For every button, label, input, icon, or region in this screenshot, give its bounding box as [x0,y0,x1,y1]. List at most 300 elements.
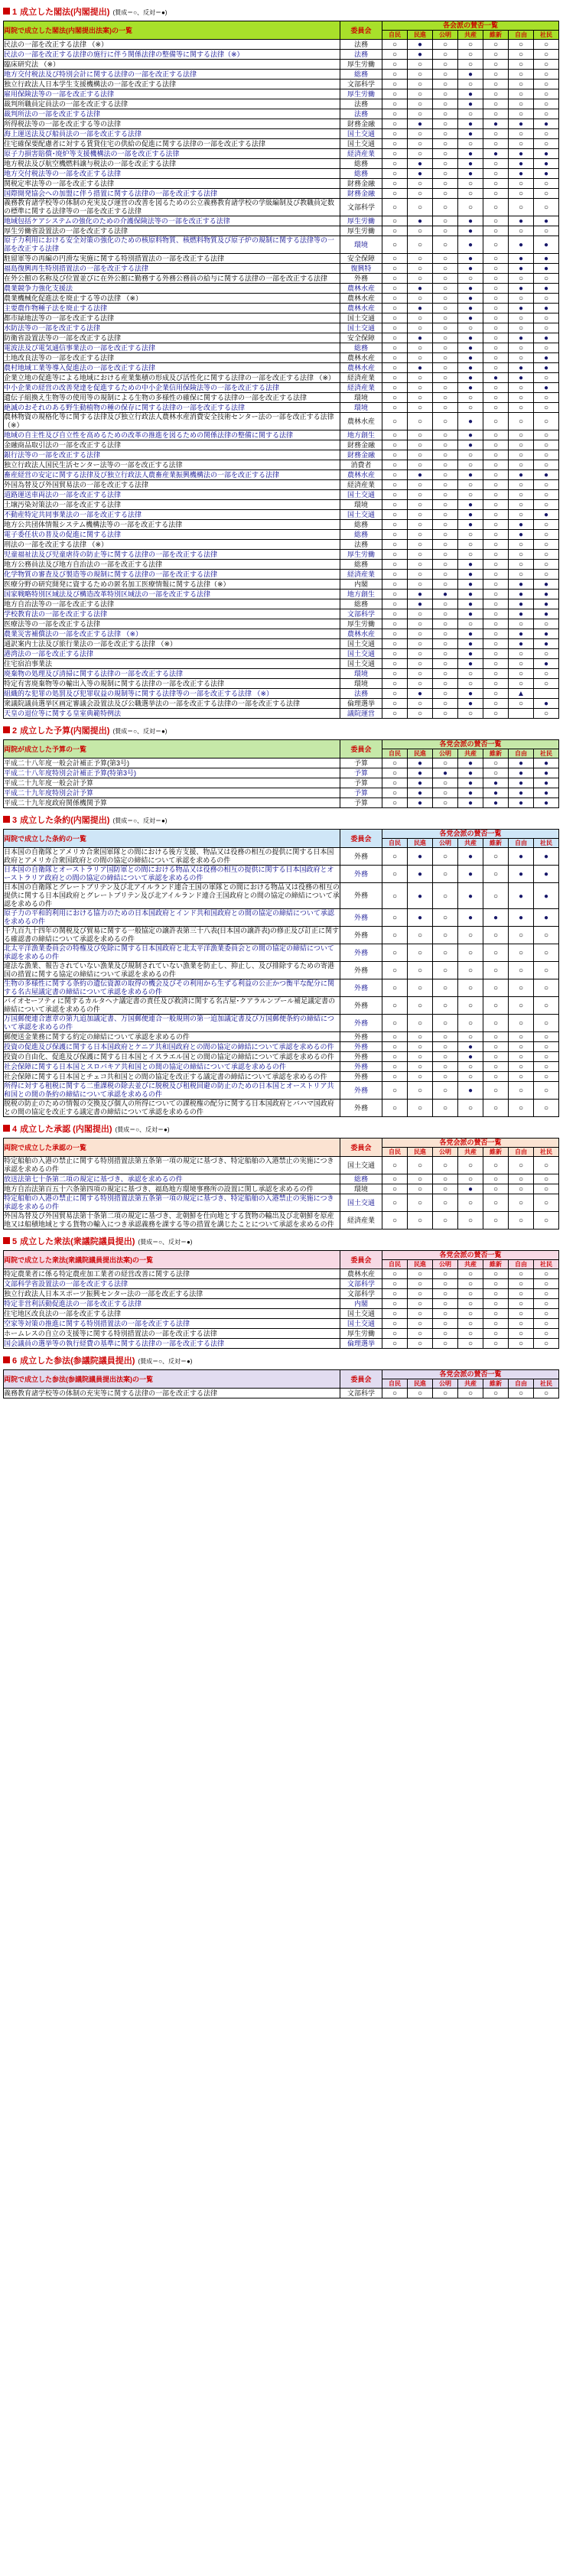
table-row [4,709,559,719]
vote-no-mark: ● [544,640,549,648]
vote-cell-民進 [408,236,433,254]
vote-yes-mark: ○ [417,314,423,323]
vote-cell-自由 [509,99,534,109]
vote-yes-mark: ○ [467,670,474,678]
vote-cell-公明 [433,1309,458,1319]
vote-cell-公明 [433,199,458,216]
vote-yes-mark: ○ [544,130,549,138]
vote-yes-mark: ○ [417,1310,423,1318]
vote-yes-mark: ○ [467,1019,474,1028]
vote-cell-自民 [382,333,408,343]
vote-cell-民進 [408,139,433,149]
vote-cell-自民 [382,540,408,550]
vote-no-mark: ● [518,580,524,589]
committee-name: 経済産業 [340,1212,382,1230]
vote-no-mark: ● [467,217,474,226]
vote-yes-mark: ○ [467,1300,474,1308]
section-heading-2 [3,724,563,736]
table-row [4,80,559,89]
bill-name: 通訳案内士法及び旅行業法の一部を改正する法律 （※） [4,639,340,649]
vote-cell-維新 [483,353,509,363]
committee-name: 国土交通 [340,639,382,649]
vote-yes-mark: ○ [442,451,448,460]
vote-yes-mark: ○ [493,274,499,283]
vote-cell-社民 [534,460,559,470]
vote-cell-社民 [534,169,559,179]
vote-yes-mark: ○ [493,1063,499,1071]
bill-name: 日本国の自衛隊とアメリカ合衆国軍隊との間における後方支援、物品又は役務の相互の提供に関する日本国政府とアメリカ合衆国政府との間の協定の締結について承認を求めるの件 [4,848,340,866]
vote-cell-自民 [382,669,408,679]
vote-cell-社民 [534,199,559,216]
vote-cell-社民 [534,440,559,450]
vote-yes-mark: ○ [392,1073,398,1081]
committee-name: 農林水産 [340,304,382,313]
vote-yes-mark: ○ [493,650,499,658]
vote-yes-mark: ○ [392,570,398,579]
committee-header: 委員会 [340,830,382,848]
vote-cell-公明 [433,1174,458,1184]
vote-cell-民進 [408,1319,433,1329]
vote-yes-mark: ○ [442,471,448,479]
bill-name: 平成二十九年度特別会計予算 [4,788,340,798]
vote-yes-mark: ○ [493,344,499,352]
vote-cell-共産 [458,1194,483,1212]
committee-name: 環境 [340,236,382,254]
vote-cell-民進 [408,1212,433,1230]
vote-cell-自由 [509,709,534,719]
vote-cell-公明 [433,997,458,1015]
vote-yes-mark: ○ [518,441,524,450]
vote-cell-共産 [458,304,483,313]
vote-yes-mark: ○ [518,140,524,148]
vote-cell-維新 [483,619,509,629]
vote-yes-mark: ○ [544,180,549,188]
vote-cell-共産 [458,383,483,393]
bill-name: 裁判所法の一部を改正する法律 [4,109,340,119]
vote-yes-mark: ○ [493,394,499,402]
vote-cell-自民 [382,470,408,480]
vote-cell-社民 [534,129,559,139]
vote-no-mark: ● [417,789,423,797]
vote-no-mark: ● [544,590,549,599]
vote-cell-自民 [382,460,408,470]
vote-no-mark: ● [544,580,549,589]
vote-cell-自民 [382,1072,408,1082]
vote-yes-mark: ○ [392,931,398,940]
vote-cell-社民 [534,363,559,373]
committee-name: 予算 [340,768,382,778]
table-row [4,373,559,383]
vote-cell-維新 [483,1052,509,1062]
bill-name: 脱税の防止のための情報の交換及び個人の所得についての課税権の配分に関する日本国政府とバハマ国政府との間の協定を改正する議定書の締結について承認を求めるの件 [4,1100,340,1117]
vote-cell-自由 [509,70,534,80]
vote-yes-mark: ○ [442,441,448,450]
vote-yes-mark: ○ [544,1002,549,1010]
vote-yes-mark: ○ [392,1185,398,1194]
vote-yes-mark: ○ [518,227,524,236]
bill-name: 平成二十九年度一般会計予算 [4,778,340,788]
vote-cell-社民 [534,590,559,599]
vote-yes-mark: ○ [493,334,499,343]
vote-cell-自民 [382,759,408,768]
vote-no-mark: ● [544,700,549,708]
vote-cell-自由 [509,1194,534,1212]
vote-no-mark: ● [544,759,549,768]
vote-cell-公明 [433,430,458,440]
vote-yes-mark: ○ [493,630,499,638]
vote-yes-mark: ○ [442,759,448,768]
vote-yes-mark: ○ [417,80,423,89]
section-legend: (賛成＝○、反対＝●) [138,1239,193,1246]
vote-cell-共産 [458,768,483,778]
table-row [4,413,559,430]
vote-cell-自由 [509,639,534,649]
vote-yes-mark: ○ [467,1280,474,1288]
vote-cell-自由 [509,304,534,313]
vote-yes-mark: ○ [544,431,549,440]
bill-name: 外国為替及び外国貿易法第十条第二項の規定に基づき、北朝鮮を仕向地とする貨物の輸出及び北朝鮮を原産地又は船積地域とする貨物の輸入につき承認義務を課する等の措置を講じたことについて承認を求めるの件 [4,1212,340,1230]
vote-yes-mark: ○ [392,461,398,469]
vote-cell-民進 [408,788,433,798]
vote-cell-共産 [458,1329,483,1339]
vote-cell-共産 [458,689,483,699]
table-row [4,699,559,709]
vote-yes-mark: ○ [544,190,549,198]
vote-cell-維新 [483,788,509,798]
vote-cell-自民 [382,89,408,99]
bill-name: 社会保障に関する日本国とスロバキア共和国との間の協定の締結について承認を求めるの件 [4,1062,340,1072]
vote-cell-共産 [458,430,483,440]
vote-cell-自民 [382,490,408,500]
vote-cell-自由 [509,1062,534,1072]
vote-yes-mark: ○ [417,1199,423,1207]
vote-yes-mark: ○ [417,560,423,569]
vote-cell-共産 [458,798,483,808]
vote-yes-mark: ○ [544,680,549,688]
table-header-row-top [4,1139,559,1148]
vote-cell-公明 [433,1194,458,1212]
vote-cell-民進 [408,373,433,383]
vote-yes-mark: ○ [467,274,474,283]
bill-name: 農林物資の規格化等に関する法律及び独立行政法人農林水産消費安全技術センター法の一部を改正する法律 （※） [4,413,340,430]
vote-yes-mark: ○ [442,1340,448,1348]
party-header-自由: 自由 [509,1260,534,1269]
table-row [4,848,559,866]
table-row [4,883,559,909]
vote-yes-mark: ○ [442,966,448,975]
vote-no-mark: ● [493,120,499,128]
vote-yes-mark: ○ [392,670,398,678]
vote-yes-mark: ○ [493,451,499,460]
vote-yes-mark: ○ [493,1033,499,1041]
vote-yes-mark: ○ [392,501,398,509]
vote-yes-mark: ○ [544,461,549,469]
vote-cell-維新 [483,490,509,500]
vote-yes-mark: ○ [518,404,524,412]
vote-no-mark: ● [518,241,524,249]
vote-yes-mark: ○ [417,241,423,249]
vote-yes-mark: ○ [493,60,499,69]
vote-cell-維新 [483,699,509,709]
vote-cell-共産 [458,1184,483,1194]
vote-yes-mark: ○ [417,431,423,440]
vote-cell-共産 [458,313,483,323]
vote-no-mark: ● [467,570,474,579]
vote-no-mark: ● [518,471,524,479]
section-title: 成立した閣法(内閣提出) [20,8,110,17]
vote-yes-mark: ○ [392,90,398,99]
vote-cell-自民 [382,883,408,909]
vote-cell-自由 [509,689,534,699]
vote-cell-自民 [382,580,408,590]
red-square-icon [3,726,10,733]
group-vote-header: 各会派の賛否一覧 [382,21,559,31]
party-header-自由: 自由 [509,839,534,848]
committee-name: 安全保障 [340,254,382,264]
vote-cell-民進 [408,1279,433,1289]
vote-yes-mark: ○ [493,441,499,450]
vote-yes-mark: ○ [417,570,423,579]
vote-cell-維新 [483,89,509,99]
table-row [4,669,559,679]
vote-cell-民進 [408,1157,433,1174]
vote-cell-自由 [509,883,534,909]
vote-cell-民進 [408,979,433,997]
vote-no-mark: ● [467,344,474,352]
vote-yes-mark: ○ [392,1161,398,1170]
vote-cell-維新 [483,393,509,403]
vote-no-mark: ● [544,630,549,638]
vote-cell-自民 [382,159,408,169]
bill-name: 民法の一部を改正する法律の施行に伴う関係法律の整備等に関する法律（※） [4,50,340,60]
vote-cell-共産 [458,1174,483,1184]
vote-yes-mark: ○ [442,914,448,922]
vote-cell-維新 [483,139,509,149]
vote-yes-mark: ○ [518,451,524,460]
vote-yes-mark: ○ [392,1389,398,1398]
vote-no-mark: ● [544,364,549,372]
party-header-公明: 公明 [433,839,458,848]
vote-no-mark: ● [467,700,474,708]
vote-cell-社民 [534,294,559,304]
vote-cell-公明 [433,440,458,450]
party-header-社民: 社民 [534,749,559,759]
vote-cell-共産 [458,609,483,619]
table-row [4,866,559,883]
vote-no-mark: ● [467,384,474,392]
vote-cell-民進 [408,540,433,550]
vote-cell-維新 [483,294,509,304]
vote-yes-mark: ○ [493,1270,499,1278]
vote-cell-社民 [534,609,559,619]
vote-yes-mark: ○ [493,324,499,333]
vote-cell-維新 [483,189,509,199]
vote-cell-自民 [382,639,408,649]
vote-cell-自由 [509,413,534,430]
vote-no-mark: ● [467,560,474,569]
vote-yes-mark: ○ [518,314,524,323]
vote-yes-mark: ○ [544,441,549,450]
vote-cell-社民 [534,149,559,159]
vote-yes-mark: ○ [392,1217,398,1225]
vote-cell-民進 [408,1339,433,1349]
committee-name: 総務 [340,530,382,540]
vote-yes-mark: ○ [493,680,499,688]
vote-yes-mark: ○ [442,284,448,293]
vote-cell-社民 [534,323,559,333]
vote-cell-自民 [382,99,408,109]
vote-cell-維新 [483,520,509,530]
vote-yes-mark: ○ [442,265,448,273]
vote-yes-mark: ○ [392,304,398,313]
vote-cell-自由 [509,236,534,254]
vote-yes-mark: ○ [392,511,398,519]
vote-yes-mark: ○ [442,294,448,303]
committee-name: 総務 [340,159,382,169]
table-row [4,353,559,363]
vote-yes-mark: ○ [392,41,398,49]
vote-yes-mark: ○ [417,1019,423,1028]
vote-no-mark: ● [467,914,474,922]
vote-cell-社民 [534,1319,559,1329]
vote-yes-mark: ○ [392,394,398,402]
vote-yes-mark: ○ [467,620,474,629]
vote-no-mark: ● [518,531,524,539]
vote-no-mark: ● [544,789,549,797]
vote-no-mark: ● [518,590,524,599]
vote-yes-mark: ○ [417,417,423,426]
vote-yes-mark: ○ [518,1280,524,1288]
party-header-社民: 社民 [534,1148,559,1157]
vote-yes-mark: ○ [467,110,474,119]
bill-name: 投資の促進及び保護に関する日本国政府とケニア共和国政府との間の協定の締結について承認を求めるの件 [4,1042,340,1052]
vote-cell-社民 [534,1329,559,1339]
vote-cell-共産 [458,709,483,719]
vote-cell-共産 [458,1269,483,1279]
committee-name: 総務 [340,70,382,80]
vote-yes-mark: ○ [392,255,398,263]
vote-cell-民進 [408,189,433,199]
vote-cell-維新 [483,580,509,590]
vote-cell-民進 [408,1389,433,1398]
list-header: 両院で成立した参法(参議院議員提出法案)の一覧 [4,1370,340,1389]
vote-cell-共産 [458,139,483,149]
committee-name: 外務 [340,274,382,284]
vote-cell-共産 [458,1042,483,1052]
vote-yes-mark: ○ [392,140,398,148]
bill-name: 天皇の退位等に関する皇室典範特例法 [4,709,340,719]
vote-yes-mark: ○ [544,1063,549,1071]
bill-name: 裁判所職員定員法の一部を改正する法律 [4,99,340,109]
vote-no-mark: ● [544,471,549,479]
vote-cell-維新 [483,629,509,639]
voting-table-6 [3,1369,559,1398]
vote-cell-共産 [458,510,483,520]
vote-yes-mark: ○ [518,384,524,392]
committee-name: 国土交通 [340,1319,382,1329]
vote-yes-mark: ○ [467,949,474,957]
vote-cell-自由 [509,1072,534,1082]
vote-cell-公明 [433,264,458,274]
vote-yes-mark: ○ [392,170,398,178]
vote-cell-共産 [458,129,483,139]
vote-no-mark: ● [467,892,474,901]
vote-cell-民進 [408,284,433,294]
vote-cell-自由 [509,1157,534,1174]
vote-cell-社民 [534,649,559,659]
vote-cell-共産 [458,373,483,383]
committee-header: 委員会 [340,21,382,40]
vote-yes-mark: ○ [392,984,398,992]
red-square-icon [3,816,10,823]
vote-cell-自民 [382,649,408,659]
vote-yes-mark: ○ [493,170,499,178]
vote-cell-社民 [534,679,559,689]
vote-no-mark: ● [518,892,524,901]
vote-yes-mark: ○ [544,541,549,549]
vote-cell-民進 [408,480,433,490]
vote-cell-自由 [509,254,534,264]
voting-table-1 [3,21,559,719]
bill-name: 遺伝子組換え生物等の使用等の規制による生物の多様性の確保に関する法律の一部を改正する法律 [4,393,340,403]
vote-yes-mark: ○ [417,1217,423,1225]
vote-cell-自民 [382,1184,408,1194]
vote-cell-公明 [433,383,458,393]
party-header-自由: 自由 [509,31,534,40]
committee-name: 法務 [340,50,382,60]
vote-cell-維新 [483,659,509,669]
vote-yes-mark: ○ [493,1087,499,1095]
vote-yes-mark: ○ [467,1073,474,1081]
vote-cell-民進 [408,1269,433,1279]
committee-name: 国土交通 [340,649,382,659]
vote-yes-mark: ○ [417,180,423,188]
vote-yes-mark: ○ [392,284,398,293]
vote-no-mark: ● [417,853,423,861]
vote-yes-mark: ○ [442,374,448,382]
vote-cell-共産 [458,284,483,294]
vote-cell-社民 [534,353,559,363]
vote-yes-mark: ○ [417,190,423,198]
vote-cell-自由 [509,609,534,619]
committee-name: 農林水産 [340,284,382,294]
vote-cell-維新 [483,962,509,979]
bill-name: 電波法及び電気通信事業法の一部を改正する法律 [4,343,340,353]
vote-cell-公明 [433,294,458,304]
bill-name: 医療法等の一部を改正する法律 [4,619,340,629]
vote-no-mark: ● [518,170,524,178]
vote-yes-mark: ○ [392,600,398,609]
committee-name: 環境 [340,500,382,510]
vote-cell-自民 [382,1174,408,1184]
vote-yes-mark: ○ [442,1300,448,1308]
vote-yes-mark: ○ [417,580,423,589]
vote-cell-民進 [408,848,433,866]
vote-cell-自民 [382,1082,408,1100]
vote-yes-mark: ○ [392,680,398,688]
vote-yes-mark: ○ [392,431,398,440]
vote-cell-共産 [458,944,483,962]
vote-yes-mark: ○ [544,344,549,352]
committee-name: 外務 [340,1072,382,1082]
vote-yes-mark: ○ [544,620,549,629]
vote-cell-自由 [509,927,534,944]
vote-yes-mark: ○ [493,590,499,599]
vote-cell-社民 [534,1212,559,1230]
vote-yes-mark: ○ [467,1002,474,1010]
table-row [4,570,559,580]
vote-cell-自民 [382,343,408,353]
